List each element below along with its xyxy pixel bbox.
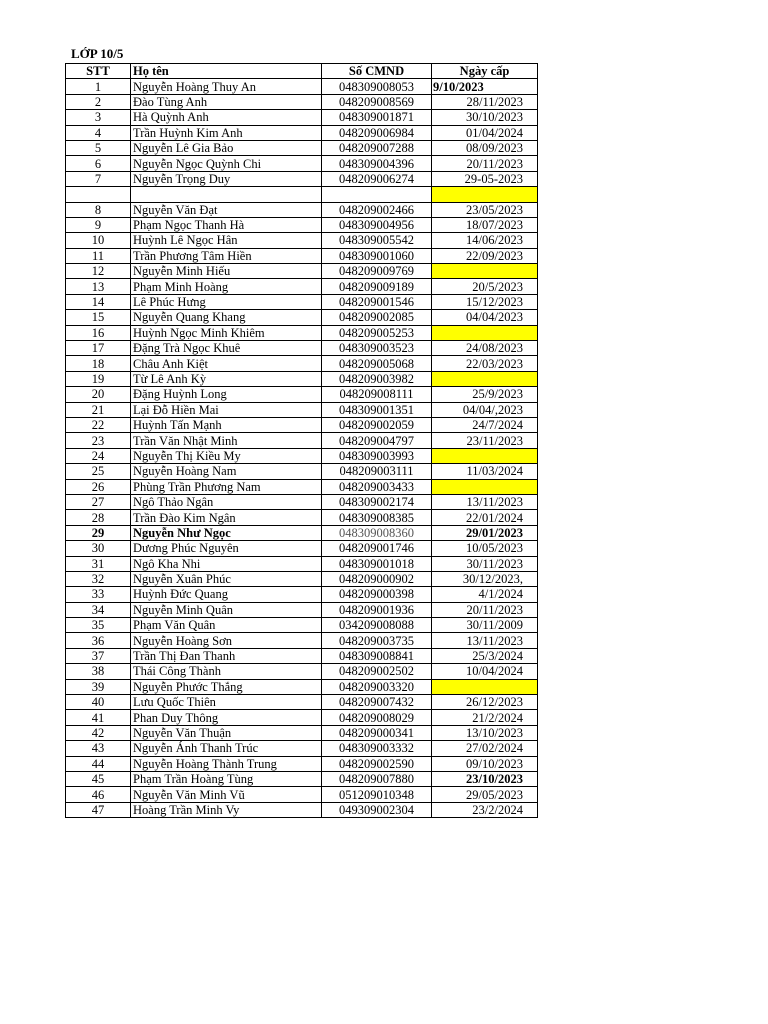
cell-name: Nguyễn Hoàng Thuy An — [131, 79, 322, 94]
cell-stt: 26 — [66, 479, 131, 494]
cell-date: 13/10/2023 — [432, 725, 538, 740]
cell-stt: 13 — [66, 279, 131, 294]
cell-id: 048309001018 — [322, 556, 432, 571]
cell-date: 10/04/2024 — [432, 664, 538, 679]
table-row — [66, 294, 538, 309]
cell-id: 048209003982 — [322, 371, 432, 386]
cell-id: 048309001060 — [322, 248, 432, 263]
table-row — [66, 233, 538, 248]
cell-name: Trần Thị Đan Thanh — [131, 648, 322, 663]
table-row — [66, 125, 538, 140]
cell-stt: 10 — [66, 233, 131, 248]
cell-name: Nguyễn Văn Thuận — [131, 725, 322, 740]
cell-id: 048209002085 — [322, 310, 432, 325]
table-row — [66, 741, 538, 756]
table-row — [66, 602, 538, 617]
cell-name: Lưu Quốc Thiên — [131, 695, 322, 710]
table-row — [66, 771, 538, 786]
cell-id: 048209009769 — [322, 264, 432, 279]
cell-date: 28/11/2023 — [432, 94, 538, 109]
cell-name: Hà Quỳnh Anh — [131, 110, 322, 125]
cell-id: 048209002059 — [322, 417, 432, 432]
cell-name: Nguyễn Hoàng Nam — [131, 464, 322, 479]
table-row — [66, 556, 538, 571]
cell-id — [322, 187, 432, 202]
cell-id: 048209008569 — [322, 94, 432, 109]
cell-stt: 36 — [66, 633, 131, 648]
cell-name: Nguyễn Hoàng Thành Trung — [131, 756, 322, 771]
cell-stt: 7 — [66, 171, 131, 186]
cell-stt: 28 — [66, 510, 131, 525]
cell-id: 048209004797 — [322, 433, 432, 448]
cell-name: Trần Huỳnh Kim Anh — [131, 125, 322, 140]
cell-date: 21/2/2024 — [432, 710, 538, 725]
cell-stt: 47 — [66, 802, 131, 817]
cell-stt: 40 — [66, 695, 131, 710]
cell-id: 048209002502 — [322, 664, 432, 679]
cell-date — [432, 479, 538, 494]
cell-name: Nguyễn Thị Kiều My — [131, 448, 322, 463]
cell-name: Lê Phúc Hưng — [131, 294, 322, 309]
cell-stt: 43 — [66, 741, 131, 756]
cell-stt: 30 — [66, 541, 131, 556]
cell-name: Nguyễn Phước Thắng — [131, 679, 322, 694]
cell-stt: 19 — [66, 371, 131, 386]
cell-date — [432, 679, 538, 694]
cell-stt: 33 — [66, 587, 131, 602]
cell-date: 22/03/2023 — [432, 356, 538, 371]
cell-stt: 3 — [66, 110, 131, 125]
cell-stt: 38 — [66, 664, 131, 679]
cell-date: 25/9/2023 — [432, 387, 538, 402]
cell-id: 048209002466 — [322, 202, 432, 217]
cell-id: 048309008841 — [322, 648, 432, 663]
cell-date: 24/08/2023 — [432, 341, 538, 356]
cell-id: 048209001746 — [322, 541, 432, 556]
cell-date: 30/12/2023, — [432, 571, 538, 586]
cell-date: 13/11/2023 — [432, 633, 538, 648]
cell-date: 23/11/2023 — [432, 433, 538, 448]
table-row — [66, 94, 538, 109]
cell-date: 14/06/2023 — [432, 233, 538, 248]
cell-id: 048309003523 — [322, 341, 432, 356]
cell-stt: 42 — [66, 725, 131, 740]
table-row — [66, 171, 538, 186]
cell-date — [432, 187, 538, 202]
cell-date — [432, 448, 538, 463]
cell-stt: 11 — [66, 248, 131, 263]
cell-id: 048309008053 — [322, 79, 432, 94]
table-row — [66, 264, 538, 279]
cell-stt: 24 — [66, 448, 131, 463]
cell-id: 051209010348 — [322, 787, 432, 802]
table-row — [66, 248, 538, 263]
cell-date: 08/09/2023 — [432, 140, 538, 155]
cell-name: Trần Phương Tâm Hiền — [131, 248, 322, 263]
cell-date: 01/04/2024 — [432, 125, 538, 140]
cell-name: Lại Đỗ Hiền Mai — [131, 402, 322, 417]
cell-name: Từ Lê Anh Kỳ — [131, 371, 322, 386]
cell-id: 048309003332 — [322, 741, 432, 756]
table-row — [66, 787, 538, 802]
cell-stt: 17 — [66, 341, 131, 356]
cell-stt: 14 — [66, 294, 131, 309]
cell-stt: 45 — [66, 771, 131, 786]
cell-date: 29/01/2023 — [432, 525, 538, 540]
cell-name: Trần Văn Nhật Minh — [131, 433, 322, 448]
table-row — [66, 279, 538, 294]
cell-id: 048309002174 — [322, 494, 432, 509]
cell-id: 048209000902 — [322, 571, 432, 586]
table-row — [66, 417, 538, 432]
cell-name: Huỳnh Lê Ngọc Hân — [131, 233, 322, 248]
cell-name: Đặng Trà Ngọc Khuê — [131, 341, 322, 356]
cell-date: 26/12/2023 — [432, 695, 538, 710]
cell-name: Đào Tùng Anh — [131, 94, 322, 109]
cell-stt: 31 — [66, 556, 131, 571]
cell-stt: 46 — [66, 787, 131, 802]
cell-id: 048209003735 — [322, 633, 432, 648]
cell-name: Nguyễn Minh Quân — [131, 602, 322, 617]
cell-stt: 37 — [66, 648, 131, 663]
cell-name: Ngô Thảo Ngân — [131, 494, 322, 509]
table-row — [66, 187, 538, 202]
cell-id: 048209000341 — [322, 725, 432, 740]
cell-stt: 32 — [66, 571, 131, 586]
header-date: Ngày cấp — [432, 64, 538, 79]
header-name: Họ tên — [131, 64, 322, 79]
cell-name: Nguyễn Lê Gia Bảo — [131, 140, 322, 155]
cell-name: Nguyễn Trọng Duy — [131, 171, 322, 186]
cell-stt: 34 — [66, 602, 131, 617]
cell-stt: 5 — [66, 140, 131, 155]
cell-name: Phạm Minh Hoàng — [131, 279, 322, 294]
student-table — [65, 63, 538, 818]
cell-id: 048309004956 — [322, 217, 432, 232]
cell-date: 29-05-2023 — [432, 171, 538, 186]
cell-name: Phan Duy Thông — [131, 710, 322, 725]
cell-id: 048209007432 — [322, 695, 432, 710]
cell-date: 09/10/2023 — [432, 756, 538, 771]
cell-stt: 22 — [66, 417, 131, 432]
cell-stt: 21 — [66, 402, 131, 417]
cell-id: 048309001871 — [322, 110, 432, 125]
cell-name: Phùng Trần Phương Nam — [131, 479, 322, 494]
cell-name: Phạm Văn Quân — [131, 618, 322, 633]
table-row — [66, 79, 538, 94]
table-row — [66, 664, 538, 679]
cell-id: 048309004396 — [322, 156, 432, 171]
cell-stt: 4 — [66, 125, 131, 140]
cell-name: Nguyễn Văn Đạt — [131, 202, 322, 217]
cell-date: 27/02/2024 — [432, 741, 538, 756]
table-row — [66, 525, 538, 540]
table-row — [66, 156, 538, 171]
cell-id: 048209002590 — [322, 756, 432, 771]
table-row — [66, 110, 538, 125]
cell-id: 048209008029 — [322, 710, 432, 725]
cell-stt: 15 — [66, 310, 131, 325]
class-title: LỚP 10/5 — [71, 46, 124, 61]
cell-name — [131, 187, 322, 202]
cell-name: Dương Phúc Nguyên — [131, 541, 322, 556]
table-row — [66, 448, 538, 463]
cell-name: Nguyễn Ánh Thanh Trúc — [131, 741, 322, 756]
cell-name: Nguyễn Ngọc Quỳnh Chi — [131, 156, 322, 171]
cell-date: 29/05/2023 — [432, 787, 538, 802]
table-row — [66, 802, 538, 817]
cell-name: Nguyễn Quang Khang — [131, 310, 322, 325]
cell-stt: 35 — [66, 618, 131, 633]
cell-id: 048209003320 — [322, 679, 432, 694]
table-row — [66, 710, 538, 725]
cell-date: 20/11/2023 — [432, 156, 538, 171]
cell-date: 11/03/2024 — [432, 464, 538, 479]
cell-id: 048209003111 — [322, 464, 432, 479]
table-row — [66, 695, 538, 710]
cell-name: Huỳnh Đức Quang — [131, 587, 322, 602]
cell-name: Huỳnh Tấn Mạnh — [131, 417, 322, 432]
cell-name: Thái Công Thành — [131, 664, 322, 679]
cell-id: 048209003433 — [322, 479, 432, 494]
cell-date: 23/2/2024 — [432, 802, 538, 817]
cell-stt: 20 — [66, 387, 131, 402]
table-row — [66, 217, 538, 232]
cell-id: 048209008111 — [322, 387, 432, 402]
cell-id: 048309008385 — [322, 510, 432, 525]
cell-date: 23/05/2023 — [432, 202, 538, 217]
cell-id: 048209006274 — [322, 171, 432, 186]
cell-stt: 41 — [66, 710, 131, 725]
cell-date: 18/07/2023 — [432, 217, 538, 232]
cell-stt: 39 — [66, 679, 131, 694]
cell-date — [432, 371, 538, 386]
cell-stt: 25 — [66, 464, 131, 479]
cell-name: Nguyễn Hoàng Sơn — [131, 633, 322, 648]
cell-name: Châu Anh Kiệt — [131, 356, 322, 371]
cell-id: 048209000398 — [322, 587, 432, 602]
cell-name: Nguyễn Văn Minh Vũ — [131, 787, 322, 802]
header-row — [66, 64, 538, 79]
cell-stt: 9 — [66, 217, 131, 232]
table-row — [66, 310, 538, 325]
table-row — [66, 402, 538, 417]
cell-date: 25/3/2024 — [432, 648, 538, 663]
cell-name: Phạm Trần Hoàng Tùng — [131, 771, 322, 786]
cell-stt: 2 — [66, 94, 131, 109]
cell-stt: 6 — [66, 156, 131, 171]
table-row — [66, 679, 538, 694]
cell-date: 23/10/2023 — [432, 771, 538, 786]
cell-date: 9/10/2023 — [432, 79, 538, 94]
cell-date: 10/05/2023 — [432, 541, 538, 556]
table-row — [66, 464, 538, 479]
cell-stt: 8 — [66, 202, 131, 217]
table-row — [66, 479, 538, 494]
table-row — [66, 648, 538, 663]
cell-stt: 16 — [66, 325, 131, 340]
cell-date: 22/09/2023 — [432, 248, 538, 263]
cell-id: 048309001351 — [322, 402, 432, 417]
cell-id: 048209001936 — [322, 602, 432, 617]
cell-id: 049309002304 — [322, 802, 432, 817]
table-row — [66, 325, 538, 340]
cell-date — [432, 325, 538, 340]
table-row — [66, 510, 538, 525]
header-id: Số CMND — [322, 64, 432, 79]
cell-date: 4/1/2024 — [432, 587, 538, 602]
cell-stt: 44 — [66, 756, 131, 771]
table-row — [66, 587, 538, 602]
table-row — [66, 433, 538, 448]
table-row — [66, 356, 538, 371]
cell-date: 22/01/2024 — [432, 510, 538, 525]
cell-id: 034209008088 — [322, 618, 432, 633]
header-stt: STT — [66, 64, 131, 79]
cell-id: 048209005068 — [322, 356, 432, 371]
cell-date: 13/11/2023 — [432, 494, 538, 509]
cell-date: 30/11/2009 — [432, 618, 538, 633]
cell-date: 04/04/,2023 — [432, 402, 538, 417]
cell-date: 30/11/2023 — [432, 556, 538, 571]
cell-id: 048209009189 — [322, 279, 432, 294]
cell-date: 15/12/2023 — [432, 294, 538, 309]
cell-name: Nguyễn Như Ngọc — [131, 525, 322, 540]
table-row — [66, 618, 538, 633]
table-row — [66, 202, 538, 217]
table-row — [66, 494, 538, 509]
cell-name: Nguyễn Minh Hiếu — [131, 264, 322, 279]
cell-id: 048209007288 — [322, 140, 432, 155]
cell-stt: 29 — [66, 525, 131, 540]
cell-id: 048209007880 — [322, 771, 432, 786]
cell-stt: 1 — [66, 79, 131, 94]
cell-id: 048309008360 — [322, 525, 432, 540]
cell-name: Đặng Huỳnh Long — [131, 387, 322, 402]
cell-date: 20/5/2023 — [432, 279, 538, 294]
table-row — [66, 341, 538, 356]
cell-date: 30/10/2023 — [432, 110, 538, 125]
table-body — [66, 79, 538, 818]
cell-stt: 12 — [66, 264, 131, 279]
cell-date: 20/11/2023 — [432, 602, 538, 617]
cell-date — [432, 264, 538, 279]
cell-id: 048209001546 — [322, 294, 432, 309]
table-row — [66, 140, 538, 155]
table-row — [66, 756, 538, 771]
table-row — [66, 387, 538, 402]
cell-stt: 27 — [66, 494, 131, 509]
cell-name: Ngô Kha Nhi — [131, 556, 322, 571]
table-row — [66, 371, 538, 386]
cell-id: 048209005253 — [322, 325, 432, 340]
cell-name: Trần Đào Kim Ngân — [131, 510, 322, 525]
cell-stt: 23 — [66, 433, 131, 448]
cell-stt — [66, 187, 131, 202]
cell-name: Phạm Ngọc Thanh Hà — [131, 217, 322, 232]
table-row — [66, 541, 538, 556]
cell-id: 048209006984 — [322, 125, 432, 140]
cell-date: 24/7/2024 — [432, 417, 538, 432]
cell-stt: 18 — [66, 356, 131, 371]
cell-date: 04/04/2023 — [432, 310, 538, 325]
table-row — [66, 633, 538, 648]
cell-name: Hoàng Trần Minh Vy — [131, 802, 322, 817]
table-row — [66, 725, 538, 740]
cell-id: 048309005542 — [322, 233, 432, 248]
table-row — [66, 571, 538, 586]
cell-name: Nguyễn Xuân Phúc — [131, 571, 322, 586]
cell-name: Huỳnh Ngọc Minh Khiêm — [131, 325, 322, 340]
cell-id: 048309003993 — [322, 448, 432, 463]
